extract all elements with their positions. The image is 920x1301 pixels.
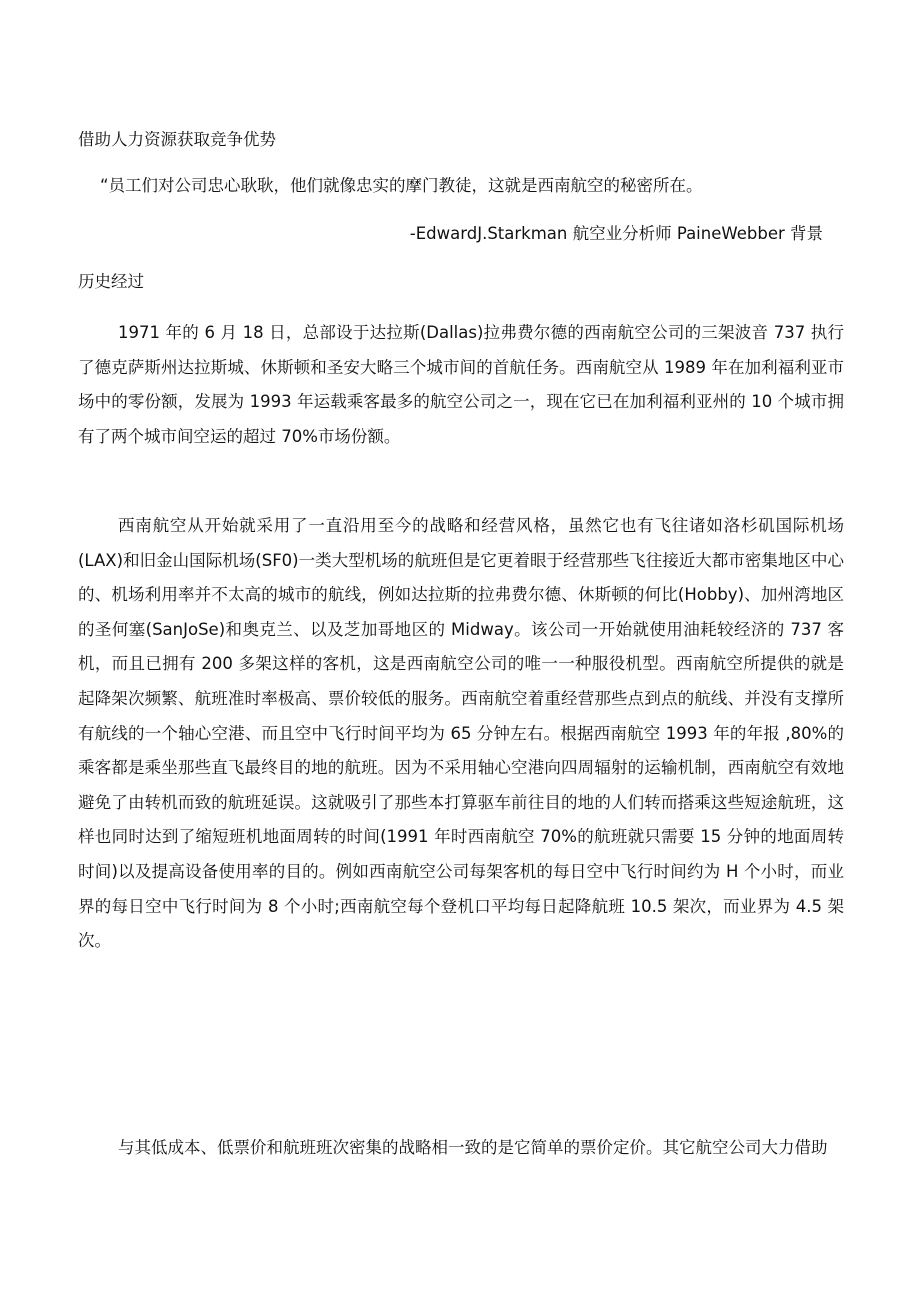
paragraph-pricing: 与其低成本、低票价和航班班次密集的战略相一致的是它简单的票价定价。其它航空公司大力借助 <box>118 1138 828 1157</box>
section-heading: 历史经过 <box>78 272 144 291</box>
document-title: 借助人力资源获取竞争优势 <box>78 130 276 149</box>
paragraph-history: 1971 年的 6 月 18 日，总部设于达拉斯(Dallas)拉弗费尔德的西南航空公司的三架波音 737 执行了德克萨斯州达拉斯城、休斯顿和圣安大略三个城市间的首航任务。西南航空从 1989 年在加利福利亚市场中的零份额，发展为 1993 年运载乘客最多的航空公司之一，现在它已在加利福利亚州的 10 个城市拥有了两个城市间空运的超过 70%市场份额。 <box>78 323 844 446</box>
paragraph-strategy: 西南航空从开始就采用了一直沿用至今的战略和经营风格，虽然它也有飞往诸如洛杉矶国际机场(LAX)和旧金山国际机场(SF0)一类大型机场的航班但是它更着眼于经营那些飞往接近大都市密集地区中心的、机场利用率并不太高的城市的航线，例如达拉斯的拉弗费尔德、休斯顿的何比(Hobby)、加州湾地区的圣何塞(SanJoSe)和奥克兰、以及芝加哥地区的 Midway。该公司一开始就使用油耗较经济的 737 客机，而且已拥有 200 多架这样的客机，这是西南航空公司的唯一一种服役机型。西南航空所提供的就是起降架次频繁、航班准时率极高、票价较低的服务。西南航空着重经营那些点到点的航线、并没有支撑所有航线的一个轴心空港、而且空中飞行时间平均为 65 分钟左右。根据西南航空 1993 年的年报 ,80%的乘客都是乘坐那些直飞最终目的地的航班。因为不采用轴心空港向四周辐射的运输机制，西南航空有效地避免了由转机而致的航班延误。这就吸引了那些本打算驱车前往目的地的人们转而搭乘这些短途航班，这样也同时达到了缩短班机地面周转的时间(1991 年时西南航空 70%的航班就只需要 15 分钟的地面周转时间)以及提高设备使用率的目的。例如西南航空公司每架客机的每日空中飞行时间约为 H 个小时，而业界的每日空中飞行时间为 8 个小时;西南航空每个登机口平均每日起降航班 10.5 架次，而业界为 4.5 架次。 <box>78 516 844 951</box>
quote-attribution: -EdwardJ.Starkman 航空业分析师 PaineWebber 背景 <box>409 224 823 243</box>
epigraph-quote: “员工们对公司忠心耿耿，他们就像忠实的摩门教徒，这就是西南航空的秘密所在。 <box>100 176 703 195</box>
